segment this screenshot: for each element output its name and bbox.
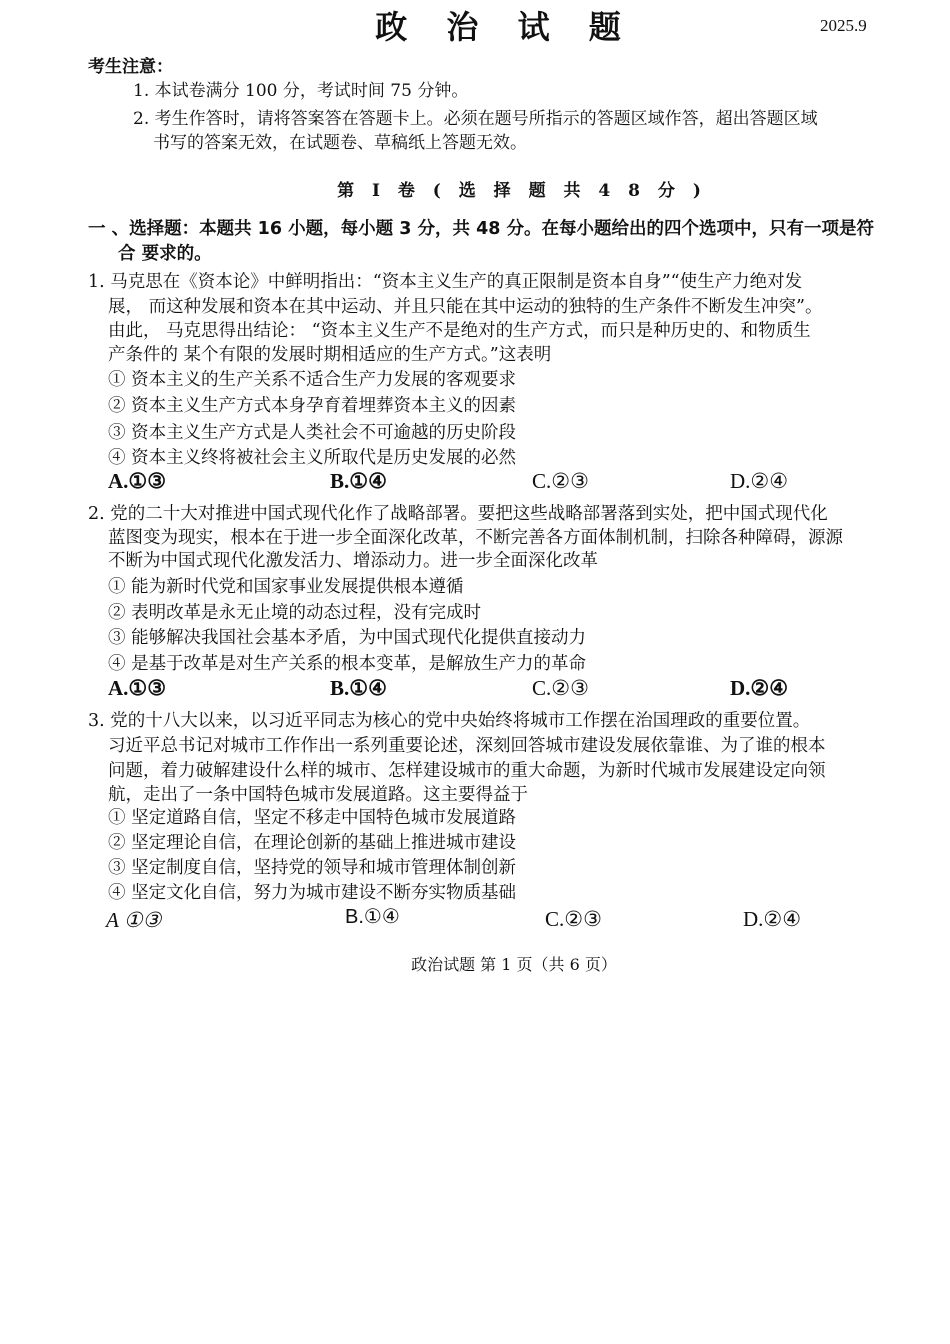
q2-item-2: ② 表明改革是永无止境的动态过程，没有完成时	[108, 603, 482, 623]
exam-date: 2025.9	[820, 16, 867, 35]
q3-stem-line-3: 问题，着力破解建设什么样的城市、怎样建设城市的重大命题，为新时代城市发展建设定向领	[108, 761, 826, 781]
page-footer: 政治试题 第 1 页（共 6 页）	[411, 955, 617, 974]
q3-option-d: D.②④	[743, 907, 802, 931]
part-title: 第 I 卷 ( 选 择 题 共 4 8 分 )	[337, 181, 707, 201]
q2-stem-line-2: 蓝图变为现实，根本在于进一步全面深化改革，不断完善各方面体制机制，扫除各种障碍，源源	[108, 528, 843, 548]
q2-item-4: ④ 是基于改革是对生产关系的根本变革，是解放生产力的革命	[108, 654, 587, 674]
q1-option-c: C.②③	[532, 469, 589, 493]
q1-option-d: D.②④	[730, 469, 789, 493]
q1-option-b: B.①④	[330, 469, 387, 493]
q3-option-a: A ①③	[106, 908, 162, 932]
q1-item-2: ② 资本主义生产方式本身孕育着埋葬资本主义的因素	[108, 396, 517, 416]
q2-item-1: ① 能为新时代党和国家事业发展提供根本遵循	[108, 577, 464, 597]
q3-stem-line-1: 3. 党的十八大以来，以习近平同志为核心的党中央始终将城市工作摆在治国理政的重要位置。	[88, 711, 811, 731]
q1-option-a: A.①③	[108, 469, 167, 493]
q3-stem-line-2: 习近平总书记对城市工作作出一系列重要论述，深刻回答城市建设发展依靠谁、为了谁的根本	[108, 736, 826, 756]
q2-option-b: B.①④	[330, 676, 387, 700]
section-line-1: 一 、选择题：本题共 16 小题，每小题 3 分，共 48 分。在每小题给出的四个选项中，只有一项是符	[88, 219, 875, 239]
section-instructions	[88, 217, 928, 267]
q1-stem-line-1: 1. 马克思在《资本论》中鲜明指出：“资本主义生产的真正限制是资本自身”“使生产力绝对发	[88, 272, 803, 292]
q2-option-d: D.②④	[730, 676, 789, 700]
q3-item-3: ③ 坚定制度自信，坚持党的领导和城市管理体制创新	[108, 858, 517, 878]
notice-heading: 考生注意：	[88, 57, 173, 77]
q2-option-a: A.①③	[108, 676, 167, 700]
q3-option-c: C.②③	[545, 907, 602, 931]
q2-item-3: ③ 能够解决我国社会基本矛盾，为中国式现代化提供直接动力	[108, 628, 587, 648]
notice-item-2-line-2: 书写的答案无效，在试题卷、草稿纸上答题无效。	[153, 133, 527, 153]
q1-stem-line-4: 产条件的 某个有限的发展时期相适应的生产方式。”这表明	[108, 345, 552, 365]
q1-item-3: ③ 资本主义生产方式是人类社会不可逾越的历史阶段	[108, 423, 517, 443]
notice-item-2-line-1: 2. 考生作答时，请将答案答在答题卡上。必须在题号所指示的答题区域作答，超出答题区域	[133, 109, 818, 129]
section-line-2: 合 要求的。	[118, 244, 212, 264]
q1-stem-line-2: 展， 而这种发展和资本在其中运动、并且只能在其中运动的独特的生产条件不断发生冲突”。	[108, 297, 823, 317]
q2-stem-line-3: 不断为中国式现代化激发活力、增添动力。进一步全面深化改革	[108, 551, 598, 571]
q3-option-b: B.①④	[345, 906, 400, 928]
notice-item-1: 1. 本试卷满分 100 分，考试时间 75 分钟。	[133, 81, 469, 101]
q2-stem-line-1: 2. 党的二十大对推进中国式现代化作了战略部署。要把这些战略部署落到实处，把中国式现代化	[88, 504, 828, 524]
q3-stem-line-4: 航，走出了一条中国特色城市发展道路。这主要得益于	[108, 785, 528, 805]
q3-item-1: ① 坚定道路自信，坚定不移走中国特色城市发展道路	[108, 808, 517, 828]
q1-stem-line-3: 由此， 马克思得出结论： “资本主义生产不是绝对的生产方式，而只是种历史的、和物质生	[108, 321, 811, 341]
q3-item-4: ④ 坚定文化自信，努力为城市建设不断夯实物质基础	[108, 883, 517, 903]
q3-item-2: ② 坚定理论自信，在理论创新的基础上推进城市建设	[108, 833, 517, 853]
exam-title: 政 治 试 题	[375, 8, 635, 46]
q2-option-c: C.②③	[532, 676, 589, 700]
q1-item-4: ④ 资本主义终将被社会主义所取代是历史发展的必然	[108, 448, 517, 468]
q1-item-1: ① 资本主义的生产关系不适合生产力发展的客观要求	[108, 370, 517, 390]
